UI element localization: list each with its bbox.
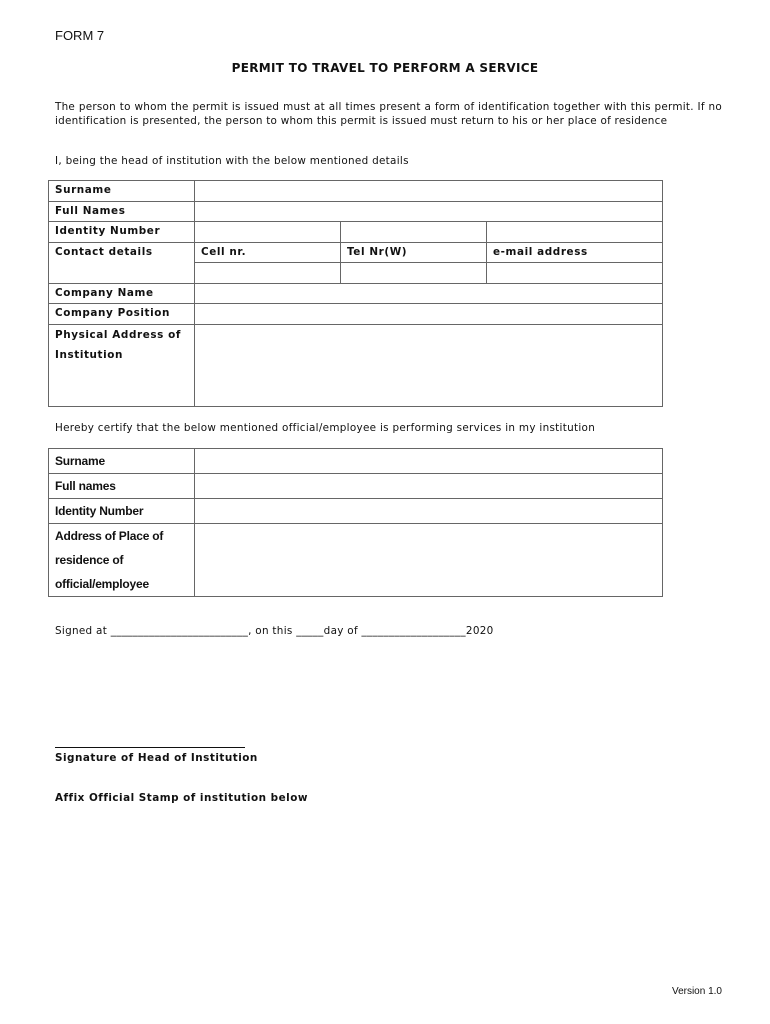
employee-address-field[interactable]: [195, 524, 663, 597]
cell-nr-header: Cell nr.: [195, 242, 341, 263]
physical-address-label: [49, 324, 195, 406]
signature-label: Signature of Head of Institution: [55, 752, 258, 764]
email-header: e-mail address: [487, 242, 663, 263]
employee-surname-field[interactable]: [195, 449, 663, 474]
employee-identity-number-field[interactable]: [195, 499, 663, 524]
employee-address-label-line-2: residence of: [55, 553, 124, 567]
signed-at-line: Signed at _________________________, on this _____day of ___________________2020: [55, 625, 494, 637]
company-name-label: Company Name: [49, 283, 195, 304]
institution-details-table: [48, 180, 663, 407]
physical-address-label-line-2: Institution: [55, 348, 124, 361]
certify-statement: Hereby certify that the below mentioned official/employee is performing services in my institution: [55, 422, 596, 434]
full-names-label: Full Names: [49, 201, 195, 222]
physical-address-field[interactable]: [195, 324, 663, 406]
employee-identity-number-label: Identity Number: [49, 499, 195, 524]
head-statement: I, being the head of institution with the below mentioned details: [55, 155, 409, 167]
page-title: PERMIT TO TRAVEL TO PERFORM A SERVICE: [231, 61, 539, 75]
cell-nr-field[interactable]: [195, 263, 341, 284]
tel-nr-field[interactable]: [341, 263, 487, 284]
tel-nr-header: Tel Nr(W): [341, 242, 487, 263]
company-position-field[interactable]: [195, 304, 663, 325]
company-name-field[interactable]: [195, 283, 663, 304]
stamp-label: Affix Official Stamp of institution below: [55, 792, 308, 804]
employee-full-names-field[interactable]: [195, 474, 663, 499]
intro-paragraph: The person to whom the permit is issued must at all times present a form of identification together with this permit. If no identification is presented, the person to whom this permit is issued must return to his or her place of residence: [55, 101, 722, 127]
employee-address-label-line-1: Address of Place of: [55, 529, 164, 543]
identity-number-field-2[interactable]: [341, 222, 487, 243]
full-names-field[interactable]: [195, 201, 663, 222]
employee-details-table: [48, 448, 663, 597]
identity-number-label: Identity Number: [49, 222, 195, 243]
version-label: Version 1.0: [671, 986, 722, 997]
employee-surname-label: Surname: [49, 449, 195, 474]
employee-full-names-label: Full names: [49, 474, 195, 499]
employee-address-label-line-3: official/employee: [55, 577, 149, 591]
contact-details-label: Contact details: [49, 242, 195, 283]
surname-field[interactable]: [195, 181, 663, 202]
identity-number-field-1[interactable]: [195, 222, 341, 243]
email-field[interactable]: [487, 263, 663, 284]
surname-label: Surname: [49, 181, 195, 202]
company-position-label: Company Position: [49, 304, 195, 325]
identity-number-field-3[interactable]: [487, 222, 663, 243]
employee-address-label: [49, 524, 195, 597]
signature-line[interactable]: [55, 737, 245, 748]
form-number: FORM 7: [55, 28, 105, 43]
physical-address-label-line-1: Physical Address of: [55, 328, 182, 341]
